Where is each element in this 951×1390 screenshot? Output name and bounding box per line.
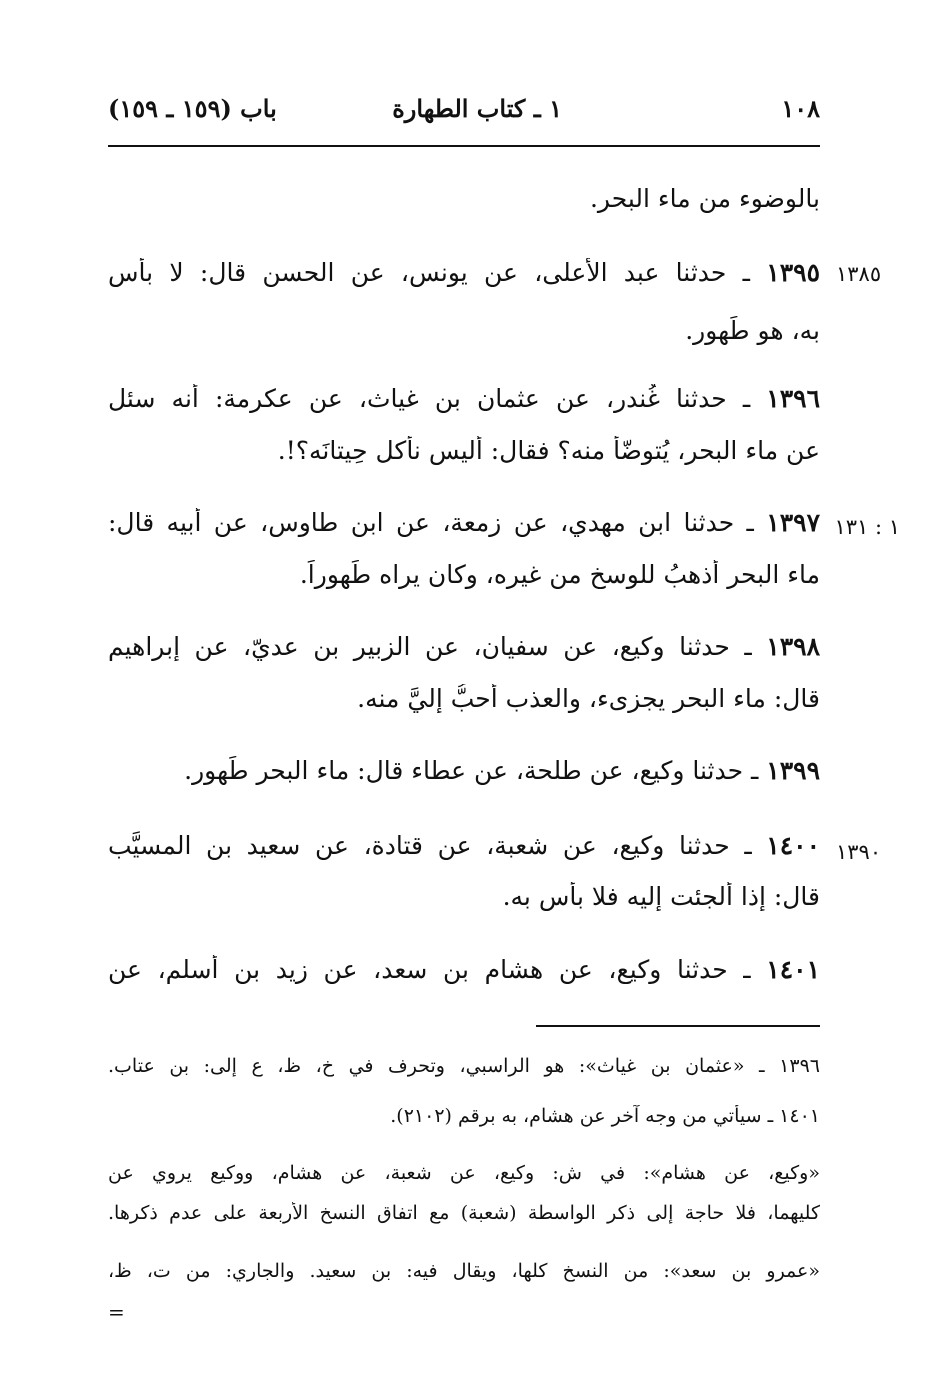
running-header	[108, 94, 820, 134]
hadith-number: ١٣٩٩	[766, 756, 820, 785]
hadith-1400-line-2: قال: إذا أُلجئت إليه فلا بأس به.	[502, 882, 820, 911]
hadith-1397-line-2: ماء البحر أذهبُ للوسخ من غيره، وكان يراه طَهوراً.	[299, 560, 820, 589]
hadith-number: ١٣٩٥	[766, 258, 820, 287]
hadith-1396-line-1: ١٣٩٦ ـ حدثنا غُندر، عن عثمان بن غياث، عن عكرمة: أنه سئل	[108, 384, 820, 413]
hadith-1397-line-1: ١٣٩٧ ـ حدثنا ابن مهدي، عن زمعة، عن ابن طاوس، عن أبيه قال:	[108, 508, 820, 537]
hadith-number: ١٤٠١	[766, 955, 820, 984]
footnote-3-line-1: «وكيع، عن هشام»: في ش: وكيع، عن شعبة، عن هشام، ووكيع يروي عن	[108, 1162, 820, 1184]
margin-number: ١٣٩٠	[836, 840, 882, 864]
footnote-4: «عمرو بن سعد»: من النسخ كلها، ويقال فيه: بن سعيد. والجاري: من ت، ظ،	[108, 1260, 820, 1282]
margin-number: ١٣٨٥	[836, 262, 882, 286]
hadith-1398-line-1: ١٣٩٨ ـ حدثنا وكيع، عن سفيان، عن الزبير بن عديّ، عن إبراهيم	[108, 632, 820, 661]
hadith-number: ١٣٩٧	[766, 508, 820, 537]
continuation-mark: =	[108, 1300, 125, 1324]
text-line: بالوضوء من ماء البحر.	[589, 184, 820, 213]
hadith-1401-line-1: ١٤٠١ ـ حدثنا وكيع، عن هشام بن سعد، عن زيد بن أسلم، عن	[108, 955, 820, 984]
footnote-rule	[536, 1025, 820, 1027]
page-number: ١٠٨	[781, 94, 820, 123]
hadith-1398-line-2: قال: ماء البحر يجزىء، والعذب أحبُّ إليَّ منه.	[357, 684, 820, 713]
hadith-1396-line-2: عن ماء البحر، يُتوضّأُ منه؟ فقال: أليس نأكل حِيتانَه؟!.	[277, 436, 820, 465]
hadith-number: ١٤٠٠	[766, 831, 820, 860]
chapter-label: باب (١٥٩ ـ ١٥٩)	[108, 94, 277, 123]
header-rule	[108, 145, 820, 147]
hadith-1395-line-1: ١٣٩٥ ـ حدثنا عبد الأعلى، عن يونس، عن الحسن قال: لا بأس	[108, 258, 820, 287]
hadith-1399-line-1: ١٣٩٩ ـ حدثنا وكيع، عن طلحة، عن عطاء قال: ماء البحر طَهور.	[184, 756, 820, 785]
hadith-1395-line-2: به، هو طَهور.	[685, 316, 820, 345]
hadith-1400-line-1: ١٤٠٠ ـ حدثنا وكيع، عن شعبة، عن قتادة، عن سعيد بن المسيَّب	[108, 831, 820, 860]
footnote-2: ١٤٠١ ـ سيأتي من وجه آخر عن هشام، به برقم (٢١٠٢).	[390, 1105, 820, 1127]
margin-number: ١ : ١٣١	[834, 515, 900, 539]
book-title: ١ ـ كتاب الطهارة	[392, 94, 562, 123]
hadith-number: ١٣٩٨	[766, 632, 820, 661]
hadith-number: ١٣٩٦	[766, 384, 820, 413]
footnote-3-line-2: كليهما، فلا حاجة إلى ذكر الواسطة (شعبة) مع اتفاق النسخ الأربعة على عدم ذكرها.	[108, 1202, 820, 1224]
footnote-1: ١٣٩٦ ـ «عثمان بن غياث»: هو الراسبي، وتحرف في خ، ظ، ع إلى: بن عتاب.	[108, 1055, 820, 1077]
